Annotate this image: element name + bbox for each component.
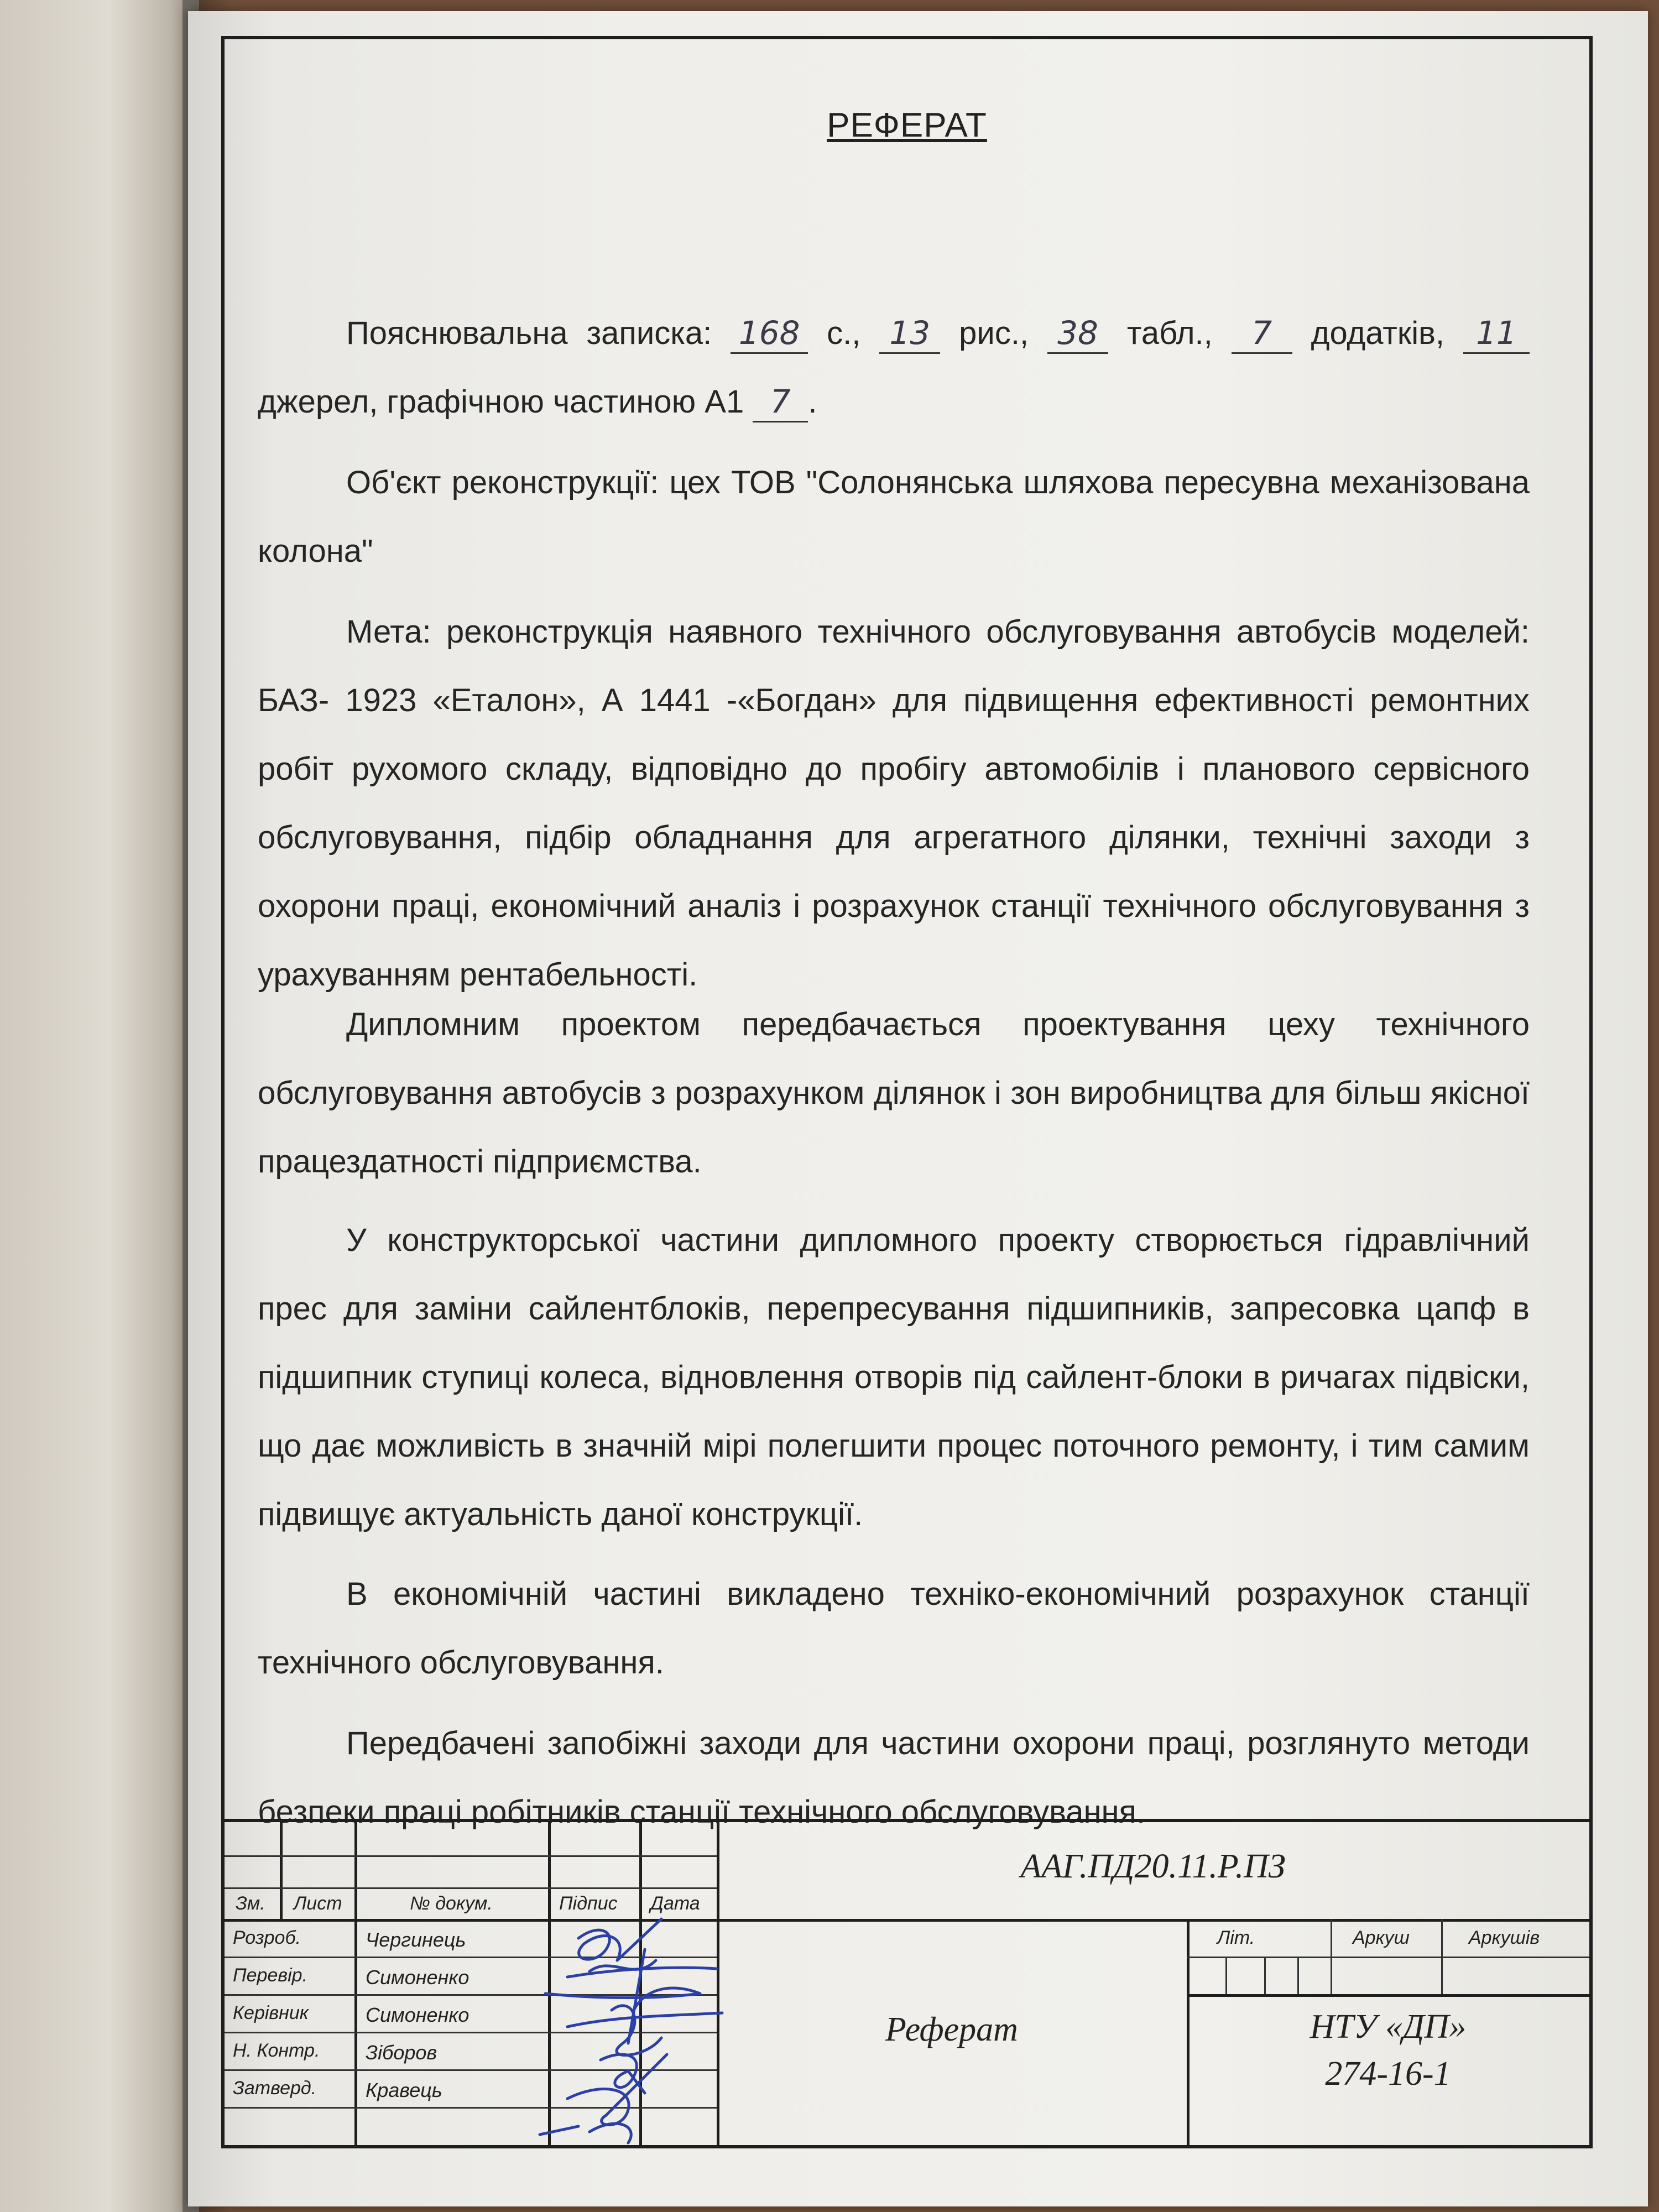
sheets-label: Аркушів	[1469, 1927, 1540, 1948]
organization: НТУ «ДП»	[1310, 2008, 1467, 2046]
role-supervisor: Керівник	[233, 2002, 309, 2023]
left-book-page	[0, 0, 199, 2212]
pages-unit: с.,	[827, 315, 861, 351]
sheets-count: 7	[753, 382, 808, 422]
tables-unit: табл.,	[1126, 315, 1213, 351]
group-code: 274-16-1	[1325, 2055, 1451, 2093]
safety-paragraph: Передбачені запобіжні заходи для частини охорони праці, розглянуто методи безпеки праці робітників станції технічного обслуговування.	[258, 1725, 1530, 1830]
summary-end: .	[808, 384, 817, 420]
name-checker: Симоненко	[366, 1966, 469, 1989]
appendices-count: 7	[1232, 314, 1292, 354]
role-norm-control: Н. Контр.	[233, 2040, 320, 2061]
role-approver: Затверд.	[233, 2078, 317, 2099]
name-developer: Чергинець	[366, 1928, 466, 1951]
name-norm-control: Зіборов	[366, 2041, 437, 2064]
tables-count: 38	[1047, 314, 1108, 354]
document-code: ААГ.ПД20.11.Р.ПЗ	[1020, 1848, 1286, 1885]
sheet-title: Реферат	[885, 2011, 1018, 2048]
goal-paragraph: Мета: реконструкція наявного технічного обслуговування автобусів моделей: БАЗ- 1923 «Еталон», А 1441 -«Богдан» для підвищення ефективності ремонтних робіт рухомого складу, відповідно до пробігу автомобілів і планового сервісного обслуговування, підбір обладнання для агрегатного ділянки, технічні заходи з охорони праці, економічний аналіз і розрахунок станції технічного обслуговування з урахуванням рентабельності.	[258, 614, 1530, 993]
summary-paragraph	[258, 299, 1530, 436]
name-supervisor: Симоненко	[366, 2004, 469, 2026]
project-paragraph: Дипломним проектом передбачається проектування цеху технічного обслуговування автобусів з розрахунком ділянок і зон виробництва для більш якісної працездатності підприємства.	[258, 1006, 1530, 1180]
lit-label: Літ.	[1217, 1927, 1255, 1948]
sources-unit: джерел, графічною частиною А1	[258, 384, 744, 420]
role-checker: Перевір.	[233, 1965, 308, 1986]
header-signature: Підпис	[559, 1893, 618, 1914]
drawing-frame	[221, 36, 1593, 2148]
figures-count: 13	[879, 314, 940, 354]
sources-count: 11	[1463, 314, 1530, 354]
pages-count: 168	[731, 314, 808, 354]
handwritten-signatures	[534, 1916, 910, 2148]
name-approver: Кравець	[366, 2079, 442, 2101]
object-paragraph: Об'єкт реконструкції: цех ТОВ "Солонянська шляхова пересувна механізована колона"	[258, 465, 1530, 569]
design-paragraph: У конструкторської частини дипломного проекту створюється гідравлічний прес для заміни сайлентблоків, перепресування підшипників, запресовка цапф в підшипник ступиці колеса, відновлення отворів під сайлент-блоки в ричагах підвіски, що дає можливість в значній мірі полегшити процес поточного ремонту, і тим самим підвищує актуальність даної конструкції.	[258, 1222, 1530, 1532]
summary-lead: Пояснювальна записка:	[346, 315, 712, 351]
header-zm: Зм.	[236, 1893, 265, 1914]
header-date: Дата	[650, 1893, 700, 1914]
header-doc-no: № докум.	[410, 1893, 493, 1914]
title-block	[225, 1819, 1589, 2145]
sheet-label: Аркуш	[1353, 1927, 1410, 1948]
document-title: РЕФЕРАТ	[827, 106, 987, 144]
appendices-unit: додатків,	[1311, 315, 1445, 351]
economics-paragraph: В економічній частині викладено техніко-економічний розрахунок станції технічного обслуговування.	[258, 1576, 1530, 1681]
role-developer: Розроб.	[233, 1927, 301, 1948]
figures-unit: рис.,	[959, 315, 1029, 351]
header-list: Лист	[294, 1893, 342, 1914]
